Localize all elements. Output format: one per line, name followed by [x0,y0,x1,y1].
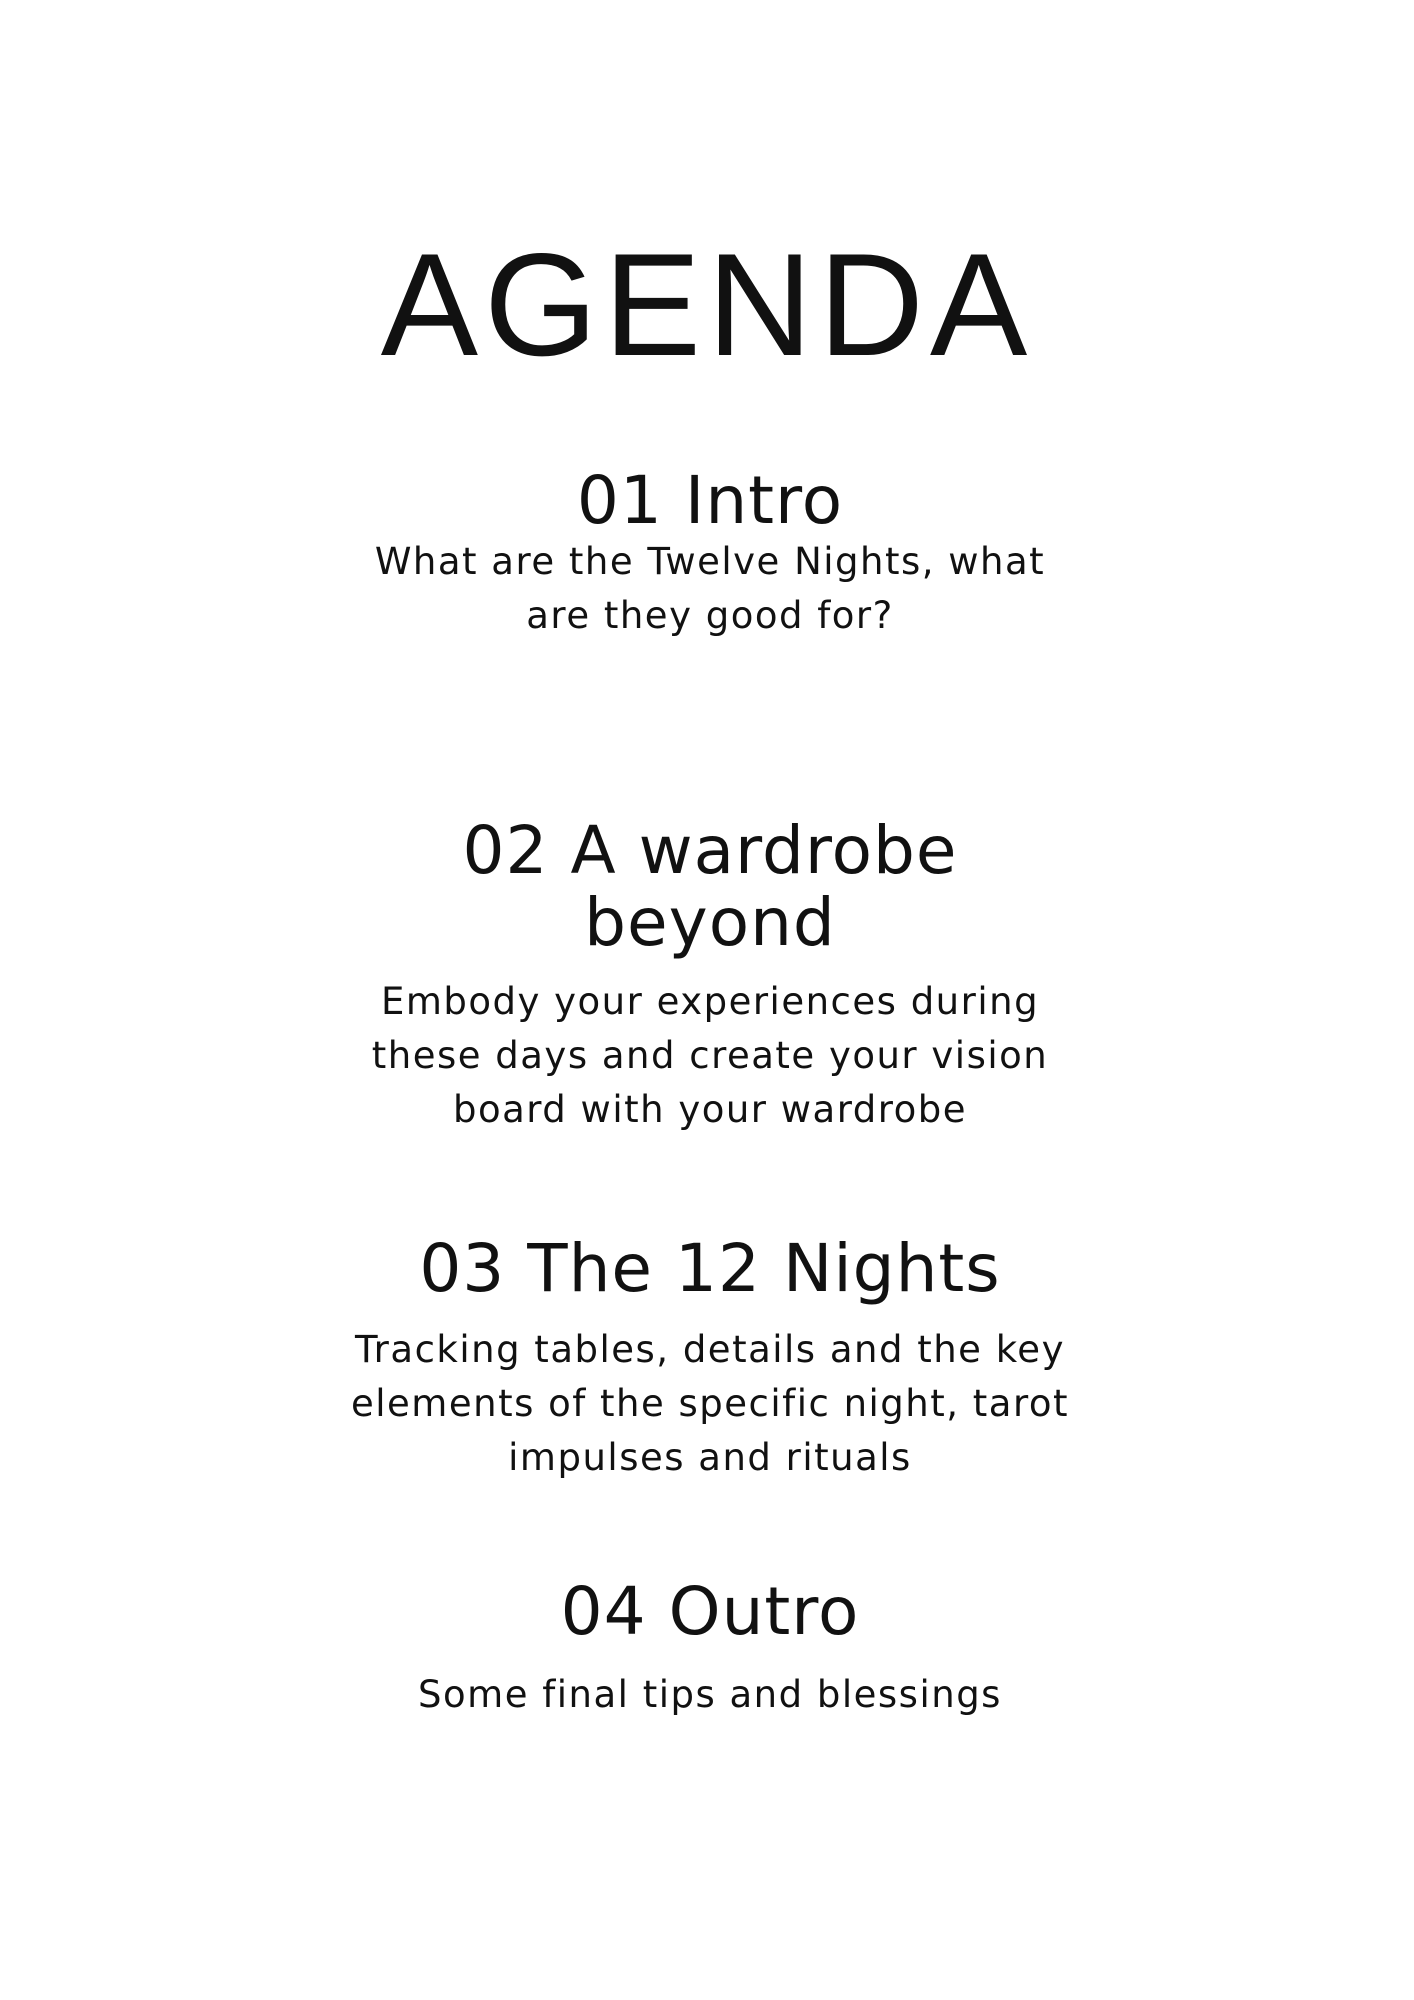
agenda-item-description: Embody your experiences during these days and create your vision board with your wardrobe [371,980,1049,1131]
agenda-item-heading: 03 The 12 Nights [419,1230,1001,1307]
agenda-item-heading: 04 Outro [560,1573,860,1650]
agenda-item-heading: 02 A wardrobe beyond [462,812,958,961]
agenda-item-description: Tracking tables, details and the key elements of the specific night, tarot impulses and rituals [351,1328,1069,1479]
agenda-item-intro [370,462,1050,643]
agenda-item-twelve-nights [340,1230,1080,1485]
agenda-item-description: What are the Twelve Nights, what are they good for? [374,540,1046,637]
agenda-item-description: Some final tips and blessings [418,1673,1002,1716]
page-title: AGENDA [380,223,1034,386]
agenda-item-outro [370,1573,1050,1722]
agenda-item-wardrobe [370,812,1050,1137]
agenda-item-heading: 01 Intro [576,462,844,539]
